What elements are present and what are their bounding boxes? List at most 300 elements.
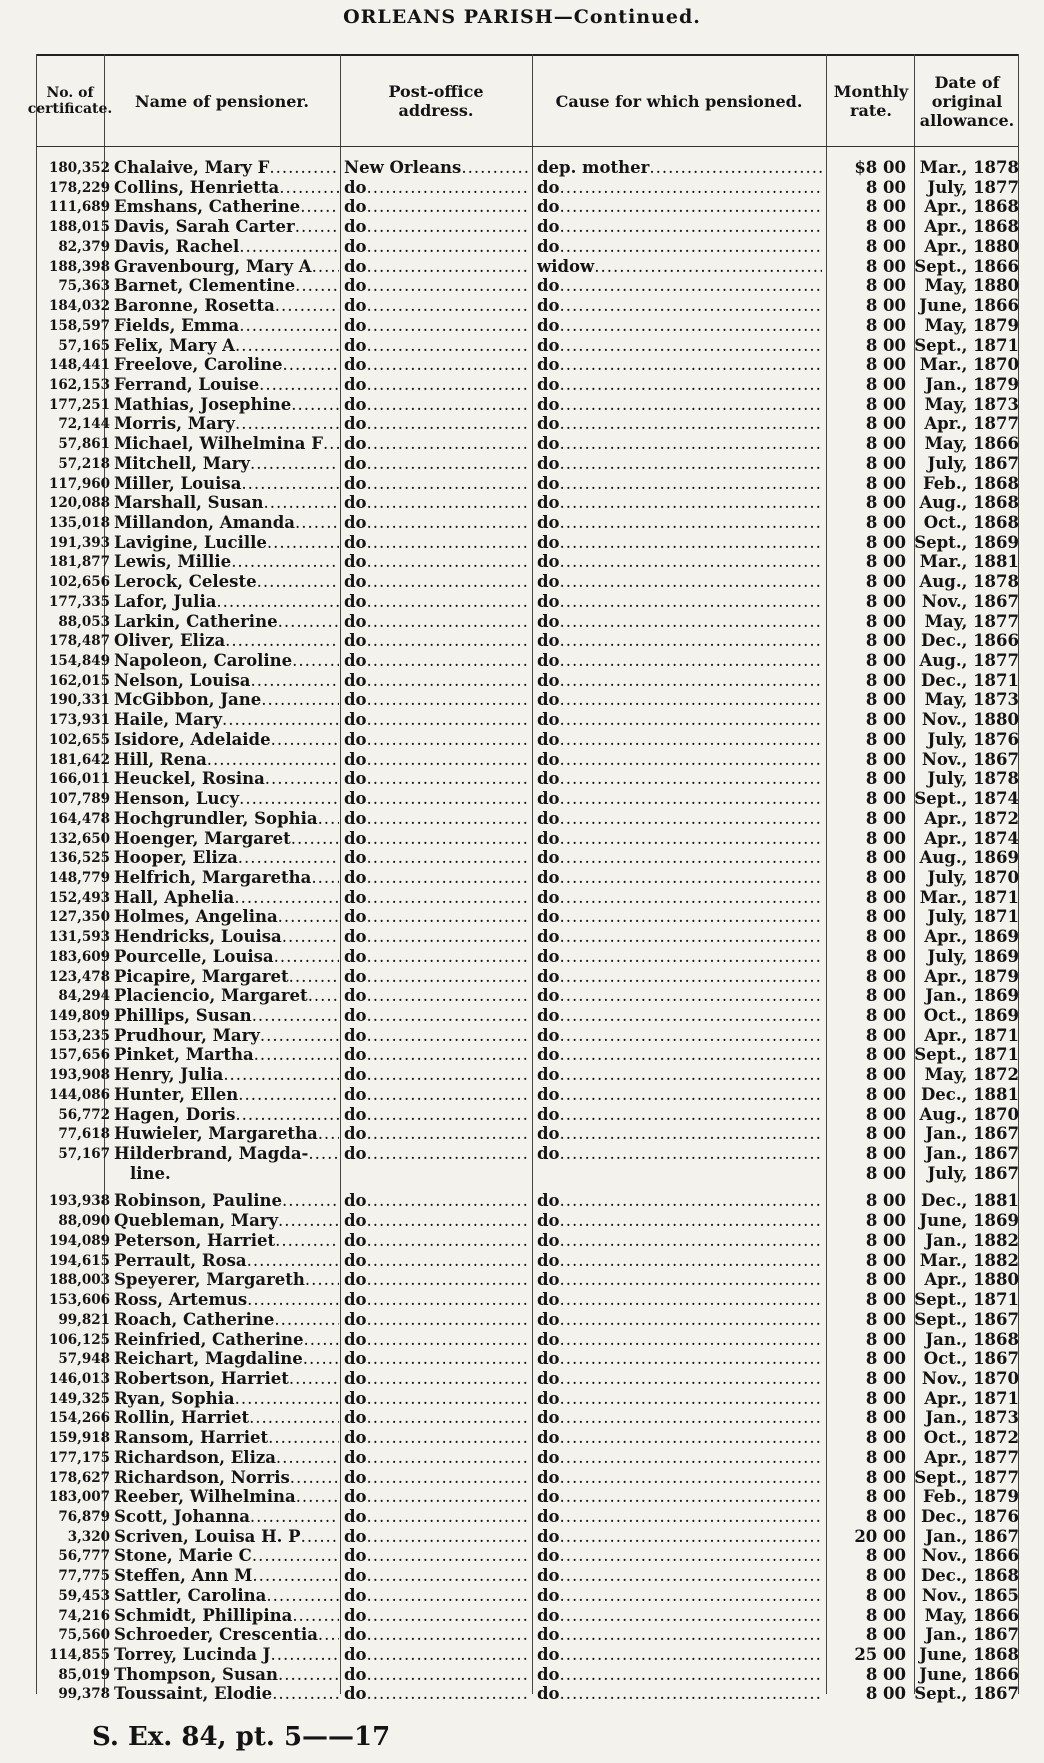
cause-text: do .....: [537, 986, 822, 1005]
cell-name: [114, 1487, 339, 1507]
cell-name: [114, 454, 339, 474]
cell-name: [114, 750, 339, 770]
cell-rate: [826, 1006, 906, 1026]
rate-text: 8 00: [865, 848, 906, 868]
cell-date: [914, 434, 1019, 454]
cell-name: [114, 1191, 339, 1211]
addr-text: do .....: [344, 276, 529, 295]
cell-cert: [30, 454, 110, 474]
cell-name: [114, 474, 339, 494]
cell-cause: [537, 730, 822, 750]
cell-cert: [30, 888, 110, 908]
cell-cert: [30, 1211, 110, 1231]
addr-text: do .....: [344, 1045, 529, 1064]
date-text: Apr., 1879: [924, 966, 1019, 986]
cell-cert: [30, 1606, 110, 1626]
cell-name: [114, 1231, 339, 1251]
table-row: [0, 809, 1044, 829]
name-text: Davis, Sarah Carter .....: [114, 217, 339, 236]
cell-name: [114, 1606, 339, 1626]
cell-date: [914, 1566, 1019, 1586]
table-row: [0, 1085, 1044, 1105]
cell-cert: [30, 552, 110, 572]
rate-text: 8 00: [865, 197, 906, 217]
rate-text: 8 00: [865, 651, 906, 670]
rate-text: 8 00: [865, 276, 906, 296]
cell-cause: [537, 671, 822, 691]
table-row: [0, 316, 1044, 336]
cert-text: 191,393: [48, 534, 110, 551]
cert-text: 148,441: [48, 357, 110, 374]
name-text: Pinket, Martha .....: [114, 1045, 339, 1064]
cert-text: 178,627: [48, 1469, 110, 1486]
table-row: [0, 592, 1044, 612]
rate-text: 8 00: [865, 1250, 906, 1270]
cell-cause: [537, 493, 822, 513]
rate-text: 8 00: [865, 1664, 906, 1684]
cert-text: 183,007: [48, 1489, 110, 1506]
cell-cert: [30, 1487, 110, 1507]
addr-text: do .....: [344, 848, 529, 867]
cell-date: [914, 1164, 1019, 1184]
cell-cert: [30, 651, 110, 671]
table-row: [0, 750, 1044, 770]
cause-text: do .....: [537, 888, 822, 907]
cell-cert: [30, 1546, 110, 1566]
cell-rate: [826, 1684, 906, 1704]
date-text: Sept., 1877: [914, 1467, 1019, 1487]
cert-text: 102,656: [48, 574, 110, 591]
date-text: July, 1867: [927, 453, 1019, 473]
cell-cause: [537, 1270, 822, 1290]
cause-text: do .....: [537, 217, 822, 236]
cell-cause: [537, 809, 822, 829]
name-text: Speyerer, Margareth .....: [114, 1270, 339, 1289]
name-text: Placiencio, Margaret .....: [114, 986, 339, 1005]
cell-rate: [826, 1408, 906, 1428]
cell-cert: [30, 276, 110, 296]
cert-text: 72,144: [58, 416, 110, 433]
cell-addr: [344, 829, 529, 849]
date-text: Oct., 1872: [923, 1428, 1019, 1448]
cert-text: 88,053: [58, 613, 110, 630]
name-text: Hendricks, Louisa .....: [114, 927, 339, 946]
rate-text: 8 00: [865, 572, 906, 592]
name-text: Toussaint, Elodie .....: [114, 1684, 339, 1703]
cell-addr: [344, 276, 529, 296]
cell-cert: [30, 1065, 110, 1085]
name-text: Napoleon, Caroline .....: [114, 651, 339, 670]
cell-rate: [826, 1507, 906, 1527]
cell-name: [114, 967, 339, 987]
name-continuation: line.: [130, 1163, 171, 1183]
cell-cert: [30, 296, 110, 316]
table-row: [0, 967, 1044, 987]
date-text: July, 1876: [927, 729, 1019, 749]
cell-cause: [537, 1251, 822, 1271]
date-text: Mar., 1870: [919, 355, 1019, 375]
rate-text: 8 00: [865, 256, 906, 276]
cell-addr: [344, 197, 529, 217]
name-text: McGibbon, Jane .....: [114, 690, 339, 709]
date-text: Mar., 1881: [919, 552, 1019, 572]
addr-text: do .....: [344, 1665, 529, 1684]
cell-name: [114, 1527, 339, 1547]
table-row: [0, 631, 1044, 651]
cell-rate: [826, 375, 906, 395]
cell-cert: [30, 1290, 110, 1310]
date-text: Aug., 1869: [919, 848, 1019, 868]
cert-text: 148,779: [48, 869, 110, 886]
cause-text: do .....: [537, 434, 822, 453]
table-row: [0, 1546, 1044, 1566]
cell-cause: [537, 1468, 822, 1488]
table-row: [0, 1270, 1044, 1290]
name-text: Robertson, Harriet .....: [114, 1369, 339, 1388]
cause-text: do .....: [537, 237, 822, 256]
cell-date: [914, 710, 1019, 730]
name-text: Hill, Rena .....: [114, 750, 339, 769]
cell-cert: [30, 1349, 110, 1369]
table-row: [0, 1369, 1044, 1389]
date-text: June, 1869: [919, 1211, 1019, 1231]
name-text: Lewis, Millie .....: [114, 552, 339, 571]
cert-text: 3,320: [67, 1528, 110, 1545]
table-row: [0, 1665, 1044, 1685]
table-row: [0, 158, 1044, 178]
cell-addr: [344, 217, 529, 237]
cell-addr: [344, 631, 529, 651]
cert-text: 57,165: [58, 337, 110, 354]
cert-text: 154,266: [48, 1410, 110, 1427]
cell-name: [114, 1684, 339, 1704]
rate-text: 8 00: [865, 1546, 906, 1566]
cause-text: do .....: [537, 1211, 822, 1230]
cell-addr: [344, 868, 529, 888]
cell-cert: [30, 1026, 110, 1046]
cell-addr: [344, 1270, 529, 1290]
cell-cause: [537, 1006, 822, 1026]
cell-rate: [826, 1310, 906, 1330]
name-text: Torrey, Lucinda J .....: [114, 1645, 339, 1664]
cell-addr: [344, 710, 529, 730]
cell-date: [914, 1448, 1019, 1468]
date-text: Sept., 1866: [914, 256, 1019, 276]
addr-text: do .....: [344, 907, 529, 926]
addr-text: do .....: [344, 1408, 529, 1427]
cell-cause: [537, 1290, 822, 1310]
cell-cause: [537, 750, 822, 770]
cell-name: [114, 1330, 339, 1350]
date-text: Nov., 1870: [921, 1368, 1019, 1388]
cell-cause: [537, 612, 822, 632]
date-text: Sept., 1871: [914, 1045, 1019, 1065]
date-text: July, 1878: [927, 769, 1019, 789]
cell-rate: [826, 336, 906, 356]
cert-text: 164,478: [48, 810, 110, 827]
cell-cause: [537, 1684, 822, 1704]
cell-rate: [826, 1085, 906, 1105]
name-text: Millandon, Amanda .....: [114, 513, 339, 532]
cert-text: 152,493: [48, 889, 110, 906]
name-text: Emshans, Catherine .....: [114, 197, 339, 216]
cell-name: [114, 1045, 339, 1065]
cell-cert: [30, 1270, 110, 1290]
cell-date: [914, 848, 1019, 868]
cert-text: 57,861: [58, 436, 110, 453]
cell-name: [114, 1105, 339, 1125]
cell-date: [914, 1606, 1019, 1626]
table-row: [0, 1144, 1044, 1164]
cell-cert: [30, 592, 110, 612]
rate-text: 8 00: [865, 1309, 906, 1329]
cell-rate: [826, 1231, 906, 1251]
cell-cause: [537, 1310, 822, 1330]
cell-cause: [537, 1546, 822, 1566]
cell-date: [914, 1065, 1019, 1085]
date-text: Apr., 1877: [924, 1447, 1019, 1467]
addr-text: do .....: [344, 395, 529, 414]
cell-cause: [537, 1428, 822, 1448]
cell-rate: [826, 414, 906, 434]
date-text: July, 1877: [927, 177, 1019, 197]
cell-cause: [537, 592, 822, 612]
cert-text: 57,948: [58, 1351, 110, 1368]
name-text: Hunter, Ellen .....: [114, 1085, 339, 1104]
cause-text: do .....: [537, 612, 822, 631]
rate-text: 8 00: [865, 946, 906, 966]
table-row: [0, 1330, 1044, 1350]
date-text: Aug., 1870: [919, 1104, 1019, 1124]
header-cert: No. of certificate.: [27, 85, 113, 117]
addr-text: do .....: [344, 257, 529, 276]
cell-cause: [537, 257, 822, 277]
addr-text: do .....: [344, 1546, 529, 1565]
cell-cause: [537, 1231, 822, 1251]
cell-addr: [344, 1349, 529, 1369]
cell-cause: [537, 1144, 822, 1164]
rate-text: 8 00: [865, 1065, 906, 1085]
name-text: Miller, Louisa .....: [114, 474, 339, 493]
cause-text: do .....: [537, 947, 822, 966]
table-row: [0, 888, 1044, 908]
cell-rate: [826, 217, 906, 237]
cell-name: [114, 671, 339, 691]
cert-text: 57,218: [58, 455, 110, 472]
rate-text: 8 00: [865, 434, 906, 454]
name-text: Ferrand, Louise .....: [114, 375, 339, 394]
cell-addr: [344, 986, 529, 1006]
addr-text: do .....: [344, 789, 529, 808]
cell-cause: [537, 829, 822, 849]
addr-text: do .....: [344, 1487, 529, 1506]
cell-rate: [826, 552, 906, 572]
addr-text: do .....: [344, 1606, 529, 1625]
cert-text: 188,003: [48, 1272, 110, 1289]
rate-text: 8 00: [865, 749, 906, 769]
date-text: July, 1870: [927, 867, 1019, 887]
cell-cause: [537, 1389, 822, 1409]
cell-rate: [826, 1191, 906, 1211]
table-row: [0, 690, 1044, 710]
addr-text: do .....: [344, 178, 529, 197]
cell-date: [914, 493, 1019, 513]
cause-text: do .....: [537, 197, 822, 216]
cell-cause: [537, 1349, 822, 1369]
cell-date: [914, 316, 1019, 336]
rate-text: 8 00: [865, 690, 906, 710]
addr-text: do .....: [344, 1448, 529, 1467]
cell-cert: [30, 257, 110, 277]
cell-addr: [344, 1124, 529, 1144]
table-row: [0, 572, 1044, 592]
cell-name: [114, 690, 339, 710]
date-text: Dec., 1881: [920, 1191, 1019, 1211]
cell-rate: [826, 1448, 906, 1468]
cause-text: do .....: [537, 414, 822, 433]
cert-text: 184,032: [48, 298, 110, 314]
cause-text: do .....: [537, 730, 822, 749]
cause-text: do .....: [537, 1369, 822, 1388]
cell-name: [114, 710, 339, 730]
cell-cert: [30, 375, 110, 395]
cell-rate: [826, 1164, 906, 1184]
cell-name: [114, 888, 339, 908]
cell-cause: [537, 986, 822, 1006]
name-text: Davis, Rachel .....: [114, 237, 339, 256]
cell-addr: [344, 1586, 529, 1606]
rate-text: 8 00: [865, 591, 906, 611]
cell-cause: [537, 1045, 822, 1065]
cell-rate: [826, 592, 906, 612]
cert-text: 194,089: [48, 1232, 110, 1249]
date-text: Dec., 1868: [920, 1566, 1019, 1586]
addr-text: do .....: [344, 710, 529, 729]
addr-text: do .....: [344, 1468, 529, 1487]
addr-text: do .....: [344, 947, 529, 966]
addr-text: do .....: [344, 1645, 529, 1664]
cell-addr: [344, 1045, 529, 1065]
cell-cause: [537, 868, 822, 888]
cell-rate: [826, 513, 906, 533]
cert-text: 88,090: [58, 1213, 110, 1230]
cert-text: 117,960: [48, 475, 110, 492]
table-row: [0, 1487, 1044, 1507]
cell-rate: [826, 967, 906, 987]
cell-rate: [826, 631, 906, 651]
date-text: Apr., 1868: [924, 217, 1019, 237]
cell-rate: [826, 907, 906, 927]
table-row: [0, 276, 1044, 296]
rate-text: 8 00: [865, 1025, 906, 1045]
cell-cause: [537, 947, 822, 967]
table-row: [0, 612, 1044, 632]
date-text: June, 1866: [919, 296, 1019, 315]
date-text: Mar., 1882: [919, 1250, 1019, 1270]
cell-cause: [537, 552, 822, 572]
cell-rate: [826, 276, 906, 296]
cell-rate: [826, 947, 906, 967]
cell-name: [114, 296, 339, 316]
cell-cert: [30, 789, 110, 809]
cell-name: [114, 1211, 339, 1231]
cert-text: 132,650: [48, 830, 110, 847]
cell-rate: [826, 355, 906, 375]
cell-addr: [344, 434, 529, 454]
cell-date: [914, 1251, 1019, 1271]
addr-text: do .....: [344, 1231, 529, 1250]
addr-text: do .....: [344, 1085, 529, 1104]
cell-date: [914, 612, 1019, 632]
cell-date: [914, 1211, 1019, 1231]
rate-text: 8 00: [865, 1447, 906, 1467]
rate-text: 8 00: [865, 1144, 906, 1163]
table-row: [0, 829, 1044, 849]
cell-date: [914, 257, 1019, 277]
addr-text: do .....: [344, 1684, 529, 1703]
cell-cause: [537, 631, 822, 651]
cause-text: do .....: [537, 868, 822, 887]
cause-text: do .....: [537, 1448, 822, 1467]
name-text: Lerock, Celeste .....: [114, 572, 339, 591]
cell-date: [914, 552, 1019, 572]
cell-addr: [344, 1566, 529, 1586]
cell-cause: [537, 533, 822, 553]
cause-text: do .....: [537, 1006, 822, 1025]
cell-cert: [30, 1645, 110, 1665]
addr-text: do .....: [344, 1065, 529, 1084]
cert-text: 127,350: [48, 909, 110, 926]
cell-date: [914, 907, 1019, 927]
cell-name: [114, 907, 339, 927]
cause-text: do .....: [537, 1270, 822, 1289]
name-text: Steffen, Ann M .....: [114, 1566, 339, 1585]
cell-cert: [30, 237, 110, 257]
cell-addr: [344, 552, 529, 572]
cert-text: 102,655: [48, 731, 110, 748]
cert-text: 149,809: [48, 1008, 110, 1024]
cell-addr: [344, 1645, 529, 1665]
cell-date: [914, 1290, 1019, 1310]
date-text: Oct., 1868: [923, 513, 1019, 532]
cause-text: do .....: [537, 1566, 822, 1585]
date-text: Apr., 1877: [924, 414, 1019, 434]
cell-name: [114, 1006, 339, 1026]
rate-text: 8 00: [865, 1408, 906, 1428]
name-text: Huwieler, Margaretha .....: [114, 1124, 339, 1143]
rate-text: 8 00: [865, 1684, 906, 1704]
cell-cause: [537, 1085, 822, 1105]
rate-text: 8 00: [865, 867, 906, 887]
rate-text: 8 00: [865, 1467, 906, 1487]
cell-cause: [537, 1665, 822, 1685]
cert-text: 162,153: [48, 376, 110, 393]
name-text: Thompson, Susan .....: [114, 1665, 339, 1684]
cell-name: [114, 1408, 339, 1428]
cell-date: [914, 592, 1019, 612]
cause-text: do .....: [537, 1144, 822, 1163]
table-row: [0, 217, 1044, 237]
rate-text: 8 00: [865, 1191, 906, 1211]
cell-addr: [344, 1507, 529, 1527]
rate-text: 8 00: [865, 1507, 906, 1526]
rate-text: 8 00: [865, 1566, 906, 1586]
cert-text: 111,689: [48, 199, 110, 216]
cell-rate: [826, 1527, 906, 1547]
table-row: [0, 769, 1044, 789]
cell-date: [914, 809, 1019, 829]
table-row: [0, 986, 1044, 1006]
